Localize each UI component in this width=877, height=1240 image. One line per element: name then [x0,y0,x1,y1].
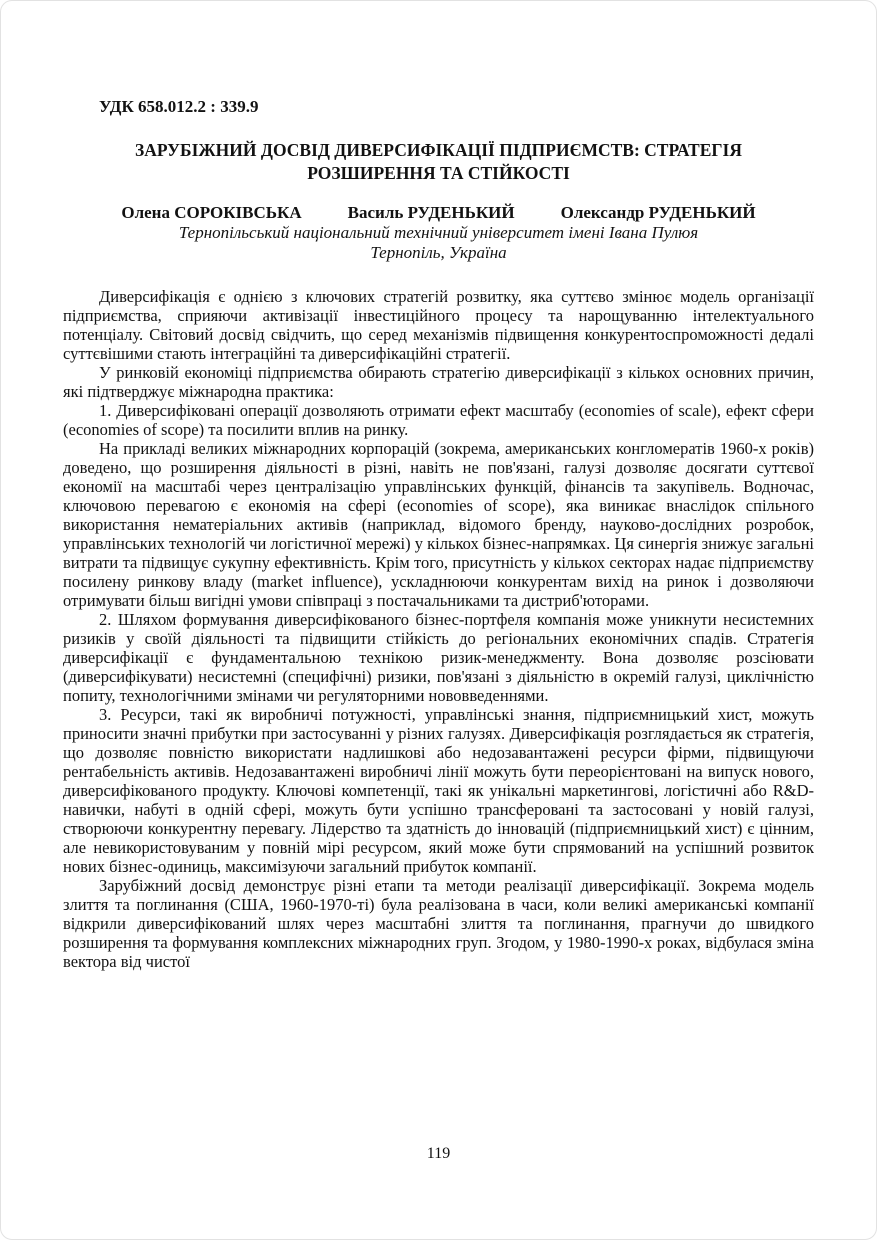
affiliation-location: Тернопіль, Україна [370,243,507,262]
paper-title [63,139,814,185]
paper-title-line-2: РОЗШИРЕННЯ ТА СТІЙКОСТІ [307,163,570,183]
authors-row [63,203,814,223]
body-paragraph: 3. Ресурси, такі як виробничі потужності, управлінські знання, підприємницький хист, можуть приносити значні прибутки при застосуванні у різних галузях. Диверсифікація розглядається як стратегія, що дозволяє повністю використати надлишкові або недозавантажені ресурси фірми, підвищуючи рентабельність активів. Недозавантажені виробничі лінії можуть бути переорієнтовані на випуск нового, диверсифікованого продукту. Ключові компетенції, такі як унікальні маркетингові, логістичні або R&D-навички, набуті в одній сфері, можуть бути успішно трансферовані та застосовані у новій галузі, створюючи конкурентну перевагу. Лідерство та здатність до інновацій (підприємницький хист) є цінним, але невикористовуваним у повній мірі ресурсом, який може бути спрямований на успішний розвиток нових бізнес-одиниць, максимізуючи загальний прибуток компанії. [63,705,814,876]
body-paragraph: 2. Шляхом формування диверсифікованого бізнес-портфеля компанія може уникнути несистемних ризиків у своїй діяльності та підвищити стійкість до регіональних економічних спадів. Стратегія диверсифікації є фундаментальною технікою ризик-менеджменту. Вона дозволяє розсіювати (диверсифікувати) несистемні (специфічні) ризики, пов'язані з діяльністю в окремій галузі, циклічністю попиту, технологічними змінами чи регуляторними нововведеннями. [63,610,814,705]
page-number: 119 [426,1145,451,1162]
article-body [63,287,814,1149]
author-name: Олена СОРОКІВСЬКА [121,203,302,222]
paper-title-line-1: ЗАРУБІЖНИЙ ДОСВІД ДИВЕРСИФІКАЦІЇ ПІДПРИЄМСТВ: СТРАТЕГІЯ [135,140,742,160]
body-paragraph: У ринковій економіці підприємства обирають стратегію диверсифікації з кількох основних причин, які підтверджує міжнародна практика: [63,363,814,401]
author-name: Олександр РУДЕНЬКИЙ [560,203,756,222]
udc-code: УДК 658.012.2 : 339.9 [99,97,259,116]
body-paragraph: Зарубіжний досвід демонструє різні етапи та методи реалізації диверсифікації. Зокрема модель злиття та поглинання (США, 1960-1970-ті) була реалізована в часи, коли великі американські компанії відкрили диверсифікований шлях через масштабні злиття та поглинання, прагнучи до швидкого розширення та формування комплексних міжнародних груп. Згодом, у 1980-1990-х роках, відбулася зміна вектора від чистої [63,876,814,971]
body-paragraph: 1. Диверсифіковані операції дозволяють отримати ефект масштабу (economies of scale), ефект сфери (economies of scope) та посилити вплив на ринку. [63,401,814,439]
author-name: Василь РУДЕНЬКИЙ [347,203,515,222]
page-content [63,97,814,1149]
body-paragraph: Диверсифікація є однією з ключових стратегій розвитку, яка суттєво змінює модель організації підприємства, сприяючи активізації інвестиційного процесу та нарощуванню інтелектуального потенціалу. Світовий досвід свідчить, що серед механізмів підвищення конкурентоспроможності дедалі суттєвішими стають інтеграційні та диверсифікаційні стратегії. [63,287,814,363]
affiliation: Тернопільський національний технічний університет імені Івана Пулюя [178,223,699,242]
body-paragraph: На прикладі великих міжнародних корпорацій (зокрема, американських конгломератів 1960-х років) доведено, що розширення діяльності в різні, навіть не пов'язані, галузі дозволяє досягати суттєвої економії на масштабі через централізацію управлінських функцій, фінансів та закупівель. Водночас, ключовою перевагою є економія на сфері (economies of scope), яка виникає внаслідок спільного використання нематеріальних активів (наприклад, відомого бренду, науково-дослідних розробок, управлінських технологій чи логістичної мережі) у кількох бізнес-напрямках. Ця синергія знижує загальні витрати та підвищує сукупну ефективність. Крім того, присутність у кількох секторах надає підприємству посилену ринкову владу (market influence), ускладнюючи конкурентам вихід на ринок і дозволяючи отримувати більш вигідні умови співпраці з постачальниками та дистриб'юторами. [63,439,814,610]
